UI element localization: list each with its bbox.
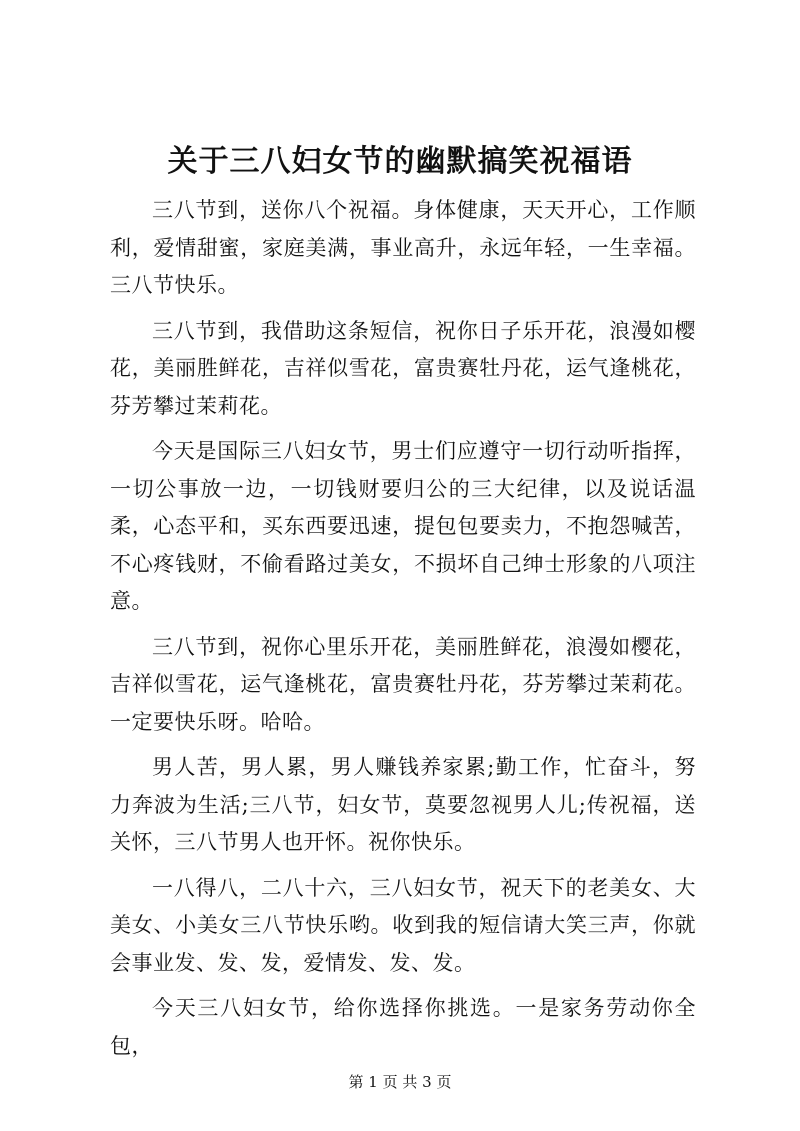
paragraph: 今天是国际三八妇女节，男士们应遵守一切行动听指挥，一切公事放一边，一切钱财要归公的三大纪律，以及说话温柔，心态平和，买东西要迅速，提包包要卖力，不抱怨喊苦，不心疼钱财，不偷看路过美女，不损坏自己绅士形象的八项注意。 bbox=[110, 439, 696, 613]
paragraph: 三八节到，我借助这条短信，祝你日子乐开花，浪漫如樱花，美丽胜鲜花，吉祥似雪花，富贵赛牡丹花，运气逢桃花，芬芳攀过茉莉花。 bbox=[110, 318, 696, 418]
paragraph: 男人苦，男人累，男人赚钱养家累;勤工作，忙奋斗，努力奔波为生活;三八节，妇女节，莫要忽视男人儿;传祝福，送关怀，三八节男人也开怀。祝你快乐。 bbox=[110, 755, 696, 854]
document-body bbox=[110, 192, 696, 1073]
paragraph: 三八节到，送你八个祝福。身体健康，天天开心，工作顺利，爱情甜蜜，家庭美满，事业高升，永远年轻，一生幸福。三八节快乐。 bbox=[110, 198, 696, 297]
paragraph: 今天三八妇女节，给你选择你挑选。一是家务劳动你全包， bbox=[110, 996, 696, 1058]
document-title: 关于三八妇女节的幽默搞笑祝福语 bbox=[167, 144, 633, 179]
page-number-footer: 第 1 页 共 3 页 bbox=[348, 1073, 452, 1091]
paragraph: 三八节到，祝你心里乐开花，美丽胜鲜花，浪漫如樱花，吉祥似雪花，运气逢桃花，富贵赛牡丹花，芬芳攀过茉莉花。一定要快乐呀。哈哈。 bbox=[110, 634, 696, 734]
paragraph: 一八得八，二八十六，三八妇女节，祝天下的老美女、大美女、小美女三八节快乐哟。收到我的短信请大笑三声，你就会事业发、发、发，爱情发、发、发。 bbox=[110, 875, 696, 975]
